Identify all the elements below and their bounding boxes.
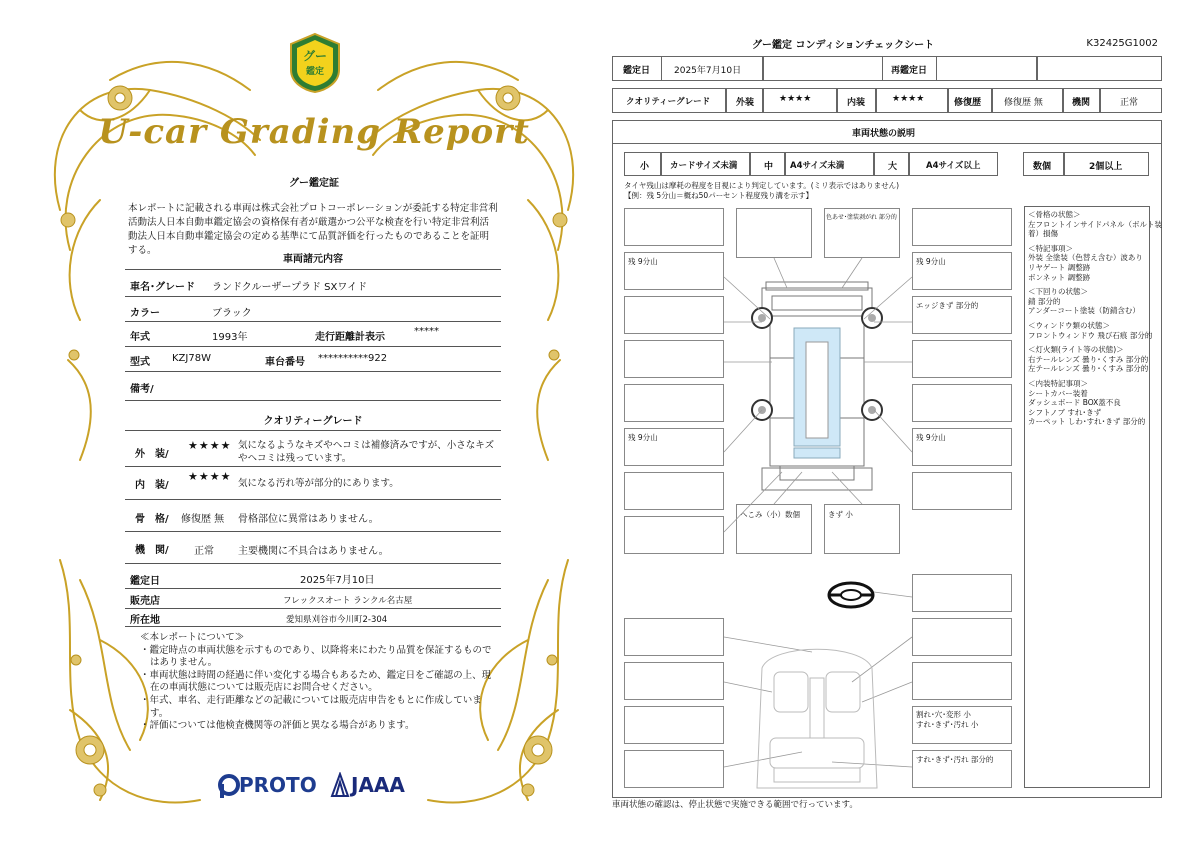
jaaa-logo-icon [330, 772, 350, 798]
size-small: 小 [640, 162, 650, 172]
tire-fl-text: 残 9分山 [628, 257, 658, 266]
engine-text: 主要機関に不具合はありません。 [238, 546, 389, 557]
svg-text:グー: グー [302, 49, 328, 63]
report-notes [140, 632, 500, 733]
size-mid-desc: A4サイズ未満 [790, 161, 845, 171]
divider [125, 563, 501, 564]
remark-head: ＜灯火類(ライト等の状態)＞ [1028, 345, 1124, 355]
ext-label: 外装 [736, 98, 755, 108]
goo-appraisal-badge-icon [287, 32, 343, 94]
model-value: KZJ78W [172, 353, 211, 364]
remark-box [624, 340, 724, 378]
sheet-footer: 車両状態の確認は、停止状態で実施できる範囲で行っています。 [612, 800, 858, 810]
remark-line: 右テールレンズ 曇り･くすみ 部分的 [1028, 354, 1149, 364]
remark-color-text: 色あせ･塗装剥がれ 部分的 [826, 214, 897, 221]
appraisal-date-label: 鑑定日 [130, 576, 160, 587]
remark-box [624, 662, 724, 700]
certificate-intro: 本レポートに記載される車両は株式会社プロトコーポレーションが委託する特定非営利活動法人日本自動車鑑定協会の資格保有者が厳選かつ公平な検査を行い特定非営利活動法人日本自動車鑑定協会の定める基準にて品質評価を行ったものであることを証明する。 [128, 203, 498, 256]
dent-text: へこみ（小）数個 [740, 510, 800, 519]
remark-group [1028, 345, 1162, 374]
certificate-subtitle: グー鑑定証 [289, 178, 339, 189]
remark-line: ボンネット 調整跡 [1028, 272, 1091, 282]
report-title: U-car Grading Report [98, 112, 530, 152]
year-label: 年式 [130, 332, 150, 343]
remark-box [624, 618, 724, 656]
int-label: 内装 [847, 98, 866, 108]
car-name-value: ランドクルーザープラド SXワイド [212, 282, 368, 293]
sheet-date-label: 鑑定日 [623, 66, 651, 76]
size-large-desc: A4サイズ以上 [926, 161, 981, 171]
tire-fr-text: 残 9分山 [916, 257, 946, 266]
sheet-title: グー鑑定 コンディションチェックシート [752, 40, 935, 51]
remark-line: フロントウィンドウ 飛び石痕 部分的 [1028, 330, 1153, 340]
color-label: カラー [130, 308, 160, 319]
divider [125, 430, 501, 431]
remark-line: アンダーコート塗装（防錆含む） [1028, 306, 1140, 316]
divider [125, 296, 501, 297]
note-item: ・車両状態は時間の経過に伴い変化する場合もあるため、鑑定日をご確認の上、現在の車両状態については販売店にお問合せください。 [140, 669, 492, 694]
remark-box [912, 472, 1012, 510]
remark-box [912, 208, 1012, 246]
vehicle-top-diagram [722, 268, 912, 498]
engine-value: 正常 [1120, 98, 1139, 108]
address-value: 愛知県刈谷市今川町2-304 [286, 615, 388, 625]
vehicle-interior-diagram [752, 638, 882, 798]
spec-heading: 車両諸元内容 [283, 254, 343, 265]
remark-head: ＜ウィンドウ類の状態＞ [1028, 320, 1111, 330]
remark-line: ダッシュボード BOX蓋不良 [1028, 398, 1121, 408]
grading-certificate [40, 20, 588, 835]
address-label: 所在地 [130, 615, 160, 626]
steering-wheel-icon [826, 580, 876, 610]
interior-text: 気になる汚れ等が部分的にあります。 [238, 478, 399, 489]
interior-label: 内 装/ [135, 480, 169, 491]
divider [125, 588, 501, 589]
remark-group [1028, 321, 1162, 340]
notes-heading: ≪本レポートについて≫ [140, 632, 245, 643]
divider [125, 499, 501, 500]
divider [125, 346, 501, 347]
frame-label: 骨 格/ [135, 514, 169, 525]
note-item: ・鑑定時点の車両状態を示すものであり、以降将来にわたり品質を保証するものではありません。 [140, 644, 492, 669]
car-name-label: 車名･グレード [130, 282, 195, 293]
mileage-value: ***** [414, 326, 439, 337]
sheet-date-value: 2025年7月10日 [674, 66, 742, 76]
remark-line: シートカバー装着 [1028, 388, 1088, 398]
condition-check-sheet [612, 32, 1164, 812]
edge-scratch-text: エッジきず 部分的 [916, 301, 979, 310]
tire-note-example: 【例：残 5分山＝概ね50パーセント程度残り溝を示す】 [624, 191, 814, 200]
size-mid: 中 [764, 162, 774, 172]
remark-line: 錆 部分的 [1028, 296, 1061, 306]
remark-line: 左フロントインサイドパネル（ボルト装着）損傷 [1028, 219, 1162, 239]
remark-box [624, 516, 724, 554]
remark-head: ＜内装特記事項＞ [1028, 378, 1088, 388]
proto-logo-text: PROTO [239, 773, 317, 797]
quality-label: クオリティーグレード [626, 97, 711, 107]
remark-line: 外装 全塗装（色替え含む）波あり [1028, 253, 1143, 263]
remark-head: ＜下回りの状態＞ [1028, 287, 1088, 297]
divider [125, 321, 501, 322]
exterior-label: 外 装/ [135, 449, 169, 460]
remark-group [1028, 244, 1162, 282]
count-desc: 2個以上 [1089, 162, 1123, 172]
remark-head: ＜骨格の状態＞ [1028, 210, 1081, 219]
seat-damage-text: 割れ･穴･変形 小 すれ･きず･汚れ 小 [916, 710, 979, 729]
divider [125, 531, 501, 532]
divider [125, 371, 501, 372]
year-value: 1993年 [212, 332, 248, 343]
size-large: 大 [888, 162, 898, 172]
count-label: 数個 [1033, 162, 1052, 172]
divider [125, 466, 501, 467]
shop-label: 販売店 [130, 596, 160, 607]
engine-value: 正常 [194, 546, 214, 557]
remark-line: リヤゲート 調整跡 [1028, 262, 1091, 272]
engine-label: 機 関/ [135, 545, 169, 556]
remark-line: カーペット しわ･すれ･きず 部分的 [1028, 417, 1146, 427]
proto-logo-icon [218, 774, 240, 798]
divider [125, 608, 501, 609]
svg-text:鑑定: 鑑定 [305, 67, 325, 77]
engine-label: 機関 [1072, 98, 1091, 108]
repair-value: 修復歴 無 [1004, 98, 1043, 108]
remark-box [624, 750, 724, 788]
remarks-label: 備考/ [130, 384, 154, 395]
tire-note: タイヤ残山は摩耗の程度を目視により判定しています。(ミリ表示ではありません) [624, 181, 900, 190]
repair-label: 修復歴 [954, 98, 982, 108]
mileage-label: 走行距離計表示 [315, 332, 385, 343]
reinspect-label: 再鑑定日 [891, 66, 928, 76]
appraisal-date-value: 2025年7月10日 [300, 575, 375, 586]
remark-group [1028, 287, 1162, 316]
scratch-text: きず 小 [828, 510, 853, 519]
floor-damage-text: すれ･きず･汚れ 部分的 [916, 755, 994, 764]
remark-box [736, 208, 812, 258]
note-item: ・年式、車名、走行距離などの記載については販売店申告をもとに作成しています。 [140, 694, 482, 719]
condition-heading: 車両状態の説明 [852, 129, 916, 139]
ext-stars: ★★★★ [779, 94, 812, 104]
frame-text: 骨格部位に異常はありません。 [238, 514, 379, 525]
interior-stars: ★★★★ [188, 470, 232, 483]
divider [125, 626, 501, 627]
remark-head: ＜特記事項＞ [1028, 243, 1073, 253]
grade-heading: クオリティーグレード [263, 416, 363, 427]
note-item: ・評価については他検査機関等の評価と異なる場合があります。 [140, 720, 415, 732]
chassis-value: **********922 [318, 353, 388, 364]
sheet-code: K32425G1002 [1086, 38, 1158, 49]
remark-box [912, 574, 1012, 612]
divider [125, 269, 501, 270]
tire-rr-text: 残 9分山 [916, 433, 946, 442]
remark-box [624, 208, 724, 246]
shop-value: フレックスオート ランクル名古屋 [283, 596, 413, 606]
remark-line: シフトノブ すれ･きず [1028, 407, 1102, 417]
exterior-stars: ★★★★ [188, 439, 232, 452]
int-stars: ★★★★ [892, 94, 925, 104]
remark-box [624, 384, 724, 422]
remark-box [624, 706, 724, 744]
remark-box [912, 340, 1012, 378]
remark-box [912, 618, 1012, 656]
remarks-list [1028, 210, 1162, 432]
remark-group [1028, 379, 1162, 427]
remark-line: 左テールレンズ 曇り･くすみ 部分的 [1028, 364, 1149, 374]
remark-box [912, 384, 1012, 422]
remark-box [912, 662, 1012, 700]
exterior-text: 気になるようなキズやヘコミは補修済みですが、小さなキズやヘコミは残っています。 [238, 440, 495, 464]
divider [125, 400, 501, 401]
remark-box [624, 472, 724, 510]
remark-group [1028, 210, 1162, 239]
tire-rl-text: 残 9分山 [628, 433, 658, 442]
jaaa-logo-text: JAAA [351, 773, 405, 797]
model-label: 型式 [130, 357, 150, 368]
size-small-desc: カードサイズ未満 [670, 161, 738, 171]
remark-box [624, 296, 724, 334]
chassis-label: 車台番号 [265, 357, 305, 368]
frame-value: 修復歴 無 [181, 514, 225, 525]
color-value: ブラック [212, 308, 252, 319]
